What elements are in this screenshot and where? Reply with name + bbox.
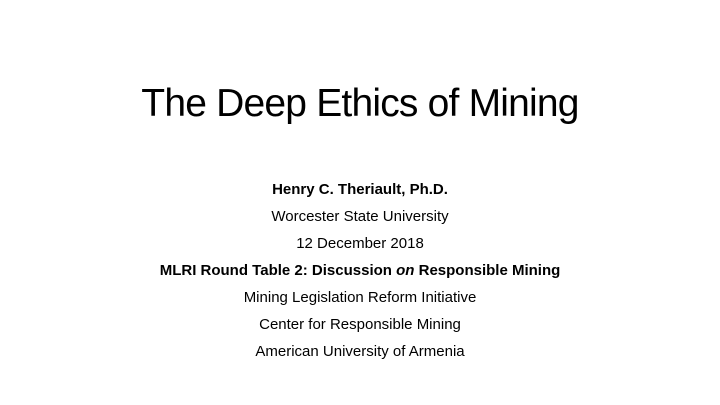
organization-line: Mining Legislation Reform Initiative: [243, 289, 477, 306]
presentation-date: 12 December 2018: [296, 235, 424, 252]
event-title: [0, 257, 720, 284]
slide-title: The Deep Ethics of Mining: [141, 82, 579, 125]
author-name: Henry C. Theriault, Ph.D.: [272, 181, 448, 198]
organization-line: American University of Armenia: [255, 343, 465, 360]
subtitle-block: [0, 176, 720, 365]
event-title-suffix: Responsible Mining: [414, 262, 561, 279]
organization-line: Center for Responsible Mining: [259, 316, 461, 333]
event-title-prefix: MLRI Round Table 2: Discussion: [159, 262, 397, 279]
event-title-emphasis: on: [396, 262, 415, 279]
author-affiliation: Worcester State University: [271, 208, 449, 225]
